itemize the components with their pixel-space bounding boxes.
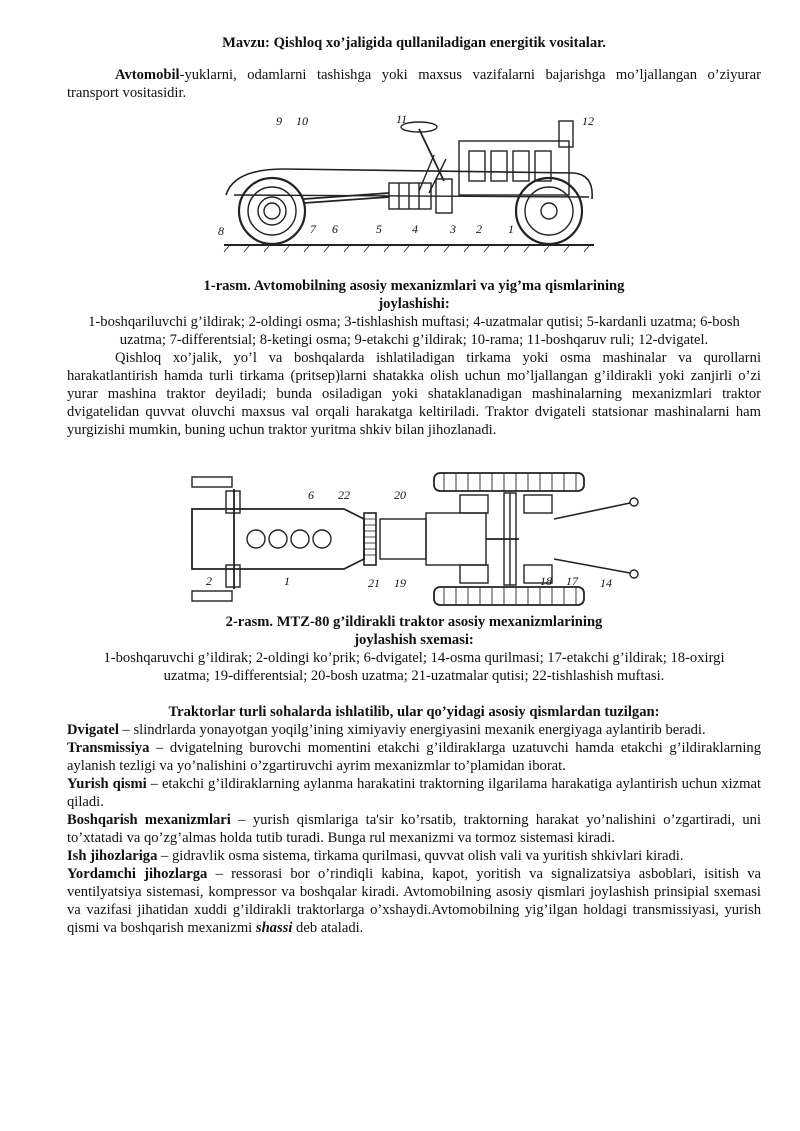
fig1-label-6: 6 xyxy=(332,222,338,236)
part-transmissiya-text: – dvigatelning burovchi momentini etakchi g’ildiraklarga uzatuvchi hamda etakchi g’ildiraklarning aylanish tezligi va yo’nalishini o’zgartiruvchi ayrim mexanizmlar to’plamidan iborat. xyxy=(67,740,761,774)
figure-2-drawing xyxy=(184,469,644,609)
part-dvigatel xyxy=(67,721,761,739)
figure-1-caption-line-2: joylashishi: xyxy=(378,296,450,312)
figure-2-caption-line-2: joylashish sxemasi: xyxy=(354,632,474,648)
fig1-label-8: 8 xyxy=(218,224,224,238)
intro-term: Avtomobil xyxy=(115,67,180,83)
fig2-label-14: 14 xyxy=(600,576,612,590)
figure-1-drawing xyxy=(214,109,614,275)
fig2-label-1: 1 xyxy=(284,574,290,588)
part-yordamchi-term: Yordamchi jihozlarga xyxy=(67,866,208,882)
part-transmissiya-term: Transmissiya xyxy=(67,740,150,756)
part-yurish-qismi-term: Yurish qismi xyxy=(67,776,147,792)
section-title: Traktorlar turli sohalarda ishlatilib, ular qo’yidagi asosiy qismlardan tuzilgan: xyxy=(168,704,660,720)
part-yordamchi-emph: shassi xyxy=(255,920,293,936)
part-yordamchi-text-b: deb ataladi. xyxy=(292,920,364,936)
figure-2-caption-title xyxy=(67,613,761,649)
part-transmissiya xyxy=(67,739,761,775)
fig1-label-7: 7 xyxy=(310,222,316,236)
part-ish-jihozlari xyxy=(67,847,761,865)
part-yurish-qismi xyxy=(67,775,761,811)
figure-1-caption-title xyxy=(67,277,761,313)
figure-1-caption-line-1: 1-rasm. Avtomobilning asosiy mexanizmlari va yig’ma qismlarining xyxy=(203,278,625,294)
fig2-label-22: 22 xyxy=(338,488,350,502)
fig1-label-5: 5 xyxy=(376,222,382,236)
intro-text: -yuklarni, odamlarni tashishga yoki maxsus vazifalarni bajarishga mo’ljallangan o’ziyurar transport vositasidir. xyxy=(67,67,761,101)
fig1-label-10: 10 xyxy=(296,114,308,128)
part-yordamchi xyxy=(67,865,761,937)
intro-paragraph xyxy=(67,66,761,102)
fig1-label-11: 11 xyxy=(396,112,408,126)
fig2-label-21: 21 xyxy=(368,576,380,590)
fig2-label-18: 18 xyxy=(540,574,552,588)
part-ish-jihozlari-text: – gidravlik osma sistema, tirkama qurilmasi, quvvat olish vali va yuritish shkivlari kiradi. xyxy=(157,848,684,864)
figure-1-vehicle-chassis xyxy=(214,109,614,275)
part-ish-jihozlari-term: Ish jihozlariga xyxy=(67,848,158,864)
fig1-label-1: 1 xyxy=(508,222,514,236)
figure-2-caption-text: 1-boshqaruvchi g’ildirak; 2-oldingi ko’prik; 6-dvigatel; 14-osma qurilmasi; 17-etakchi g’ildirak; 18-oxirgi uzatma; 19-differentsial; 20-bosh uzatma; 21-uzatmalar qutisi; 22-tishlashish muftasi. xyxy=(103,650,725,684)
figure-2-caption-line-1: 2-rasm. MTZ-80 g’ildirakli traktor asosiy mexanizmlarining xyxy=(225,614,603,630)
document-page xyxy=(67,28,761,937)
part-yurish-qismi-text: – etakchi g’ildiraklarning aylanma harakatini traktorning ilgarilama harakatiga aylantirish uchun xizmat qiladi. xyxy=(67,776,761,810)
fig2-label-17: 17 xyxy=(566,574,578,588)
fig1-label-4: 4 xyxy=(412,222,418,236)
fig1-label-9: 9 xyxy=(276,114,282,128)
part-boshqarish-text: – yurish qismlariga ta'sir ko’rsatib, traktorning harakat yo’nalishini o’zgartiradi, uni to’xtatadi va qo’zg’almas holda tutib turadi. Bunga rul mexanizmi va tormoz sistemasi kiradi. xyxy=(67,812,761,846)
fig1-label-3: 3 xyxy=(450,222,456,236)
fig2-label-20: 20 xyxy=(394,488,406,502)
tractor-paragraph: Qishloq xo’jalik, yo’l va boshqalarda ishlatiladigan tirkama yoki osma mashinalar va qurollarni harakatlantirish hamda turli tirkama (pritsep)larni shatakka olish uchun mo’ljallangan g’ildirakli yoki zanjirli o’zi yurar mashina traktor deyiladi; bunda osiladigan yoki shataklanadigan mashinalarning mexanizmlari traktor dvigatelidan quvvat oluvchi maxsus val orqali harakatga keltiriladi. Traktor dvigateli statsionar mashinalarni ham yurgizishi mumkin, buning uchun traktor yuritma shkiv bilan jihozlanadi. xyxy=(67,350,761,438)
figure-1-caption-text: 1-boshqariluvchi g’ildirak; 2-oldingi osma; 3-tishlashish muftasi; 4-uzatmalar qutisi; 5-kardanli uzatma; 6-bosh uzatma; 7-differentsial; 8-ketingi osma; 9-etakchi g’ildirak; 10-rama; 11-boshqaruv ruli; 12-dvigatel. xyxy=(88,314,740,348)
part-dvigatel-text: – slindrlarda yonayotgan yoqilg’ining ximiyaviy energiyasini mexanik energiyaga aylantirib beradi. xyxy=(118,722,706,738)
fig2-label-6: 6 xyxy=(308,488,314,502)
fig2-label-2: 2 xyxy=(206,574,212,588)
part-boshqarish-term: Boshqarish mexanizmlari xyxy=(67,812,231,828)
page-title: Mavzu: Qishloq xo’jaligida qullaniladigan energitik vositalar. xyxy=(222,35,606,51)
part-dvigatel-term: Dvigatel xyxy=(67,722,119,738)
part-yordamchi-text-a: – ressorasi bor o’rindiqli kabina, kapot, yoritish va signalizatsiya asboblari, isitish va ventilyatsiya sistemasi, kompressor va boshqalar kiradi. Avtomobilning asosiy qismlari joylashish prinsipial sxemasi va vazifasi jihatidan xuddi g’ildirakli traktorlarga o’xshaydi.Avtomobilning yig’ilgan holdagi transmissiyasi, yurish qismi va boshqarish mexanizmi xyxy=(67,866,761,936)
figure-2-tractor-layout xyxy=(184,469,644,609)
part-boshqarish xyxy=(67,811,761,847)
fig1-label-2: 2 xyxy=(476,222,482,236)
fig2-label-19: 19 xyxy=(394,576,406,590)
fig1-label-12: 12 xyxy=(582,114,594,128)
